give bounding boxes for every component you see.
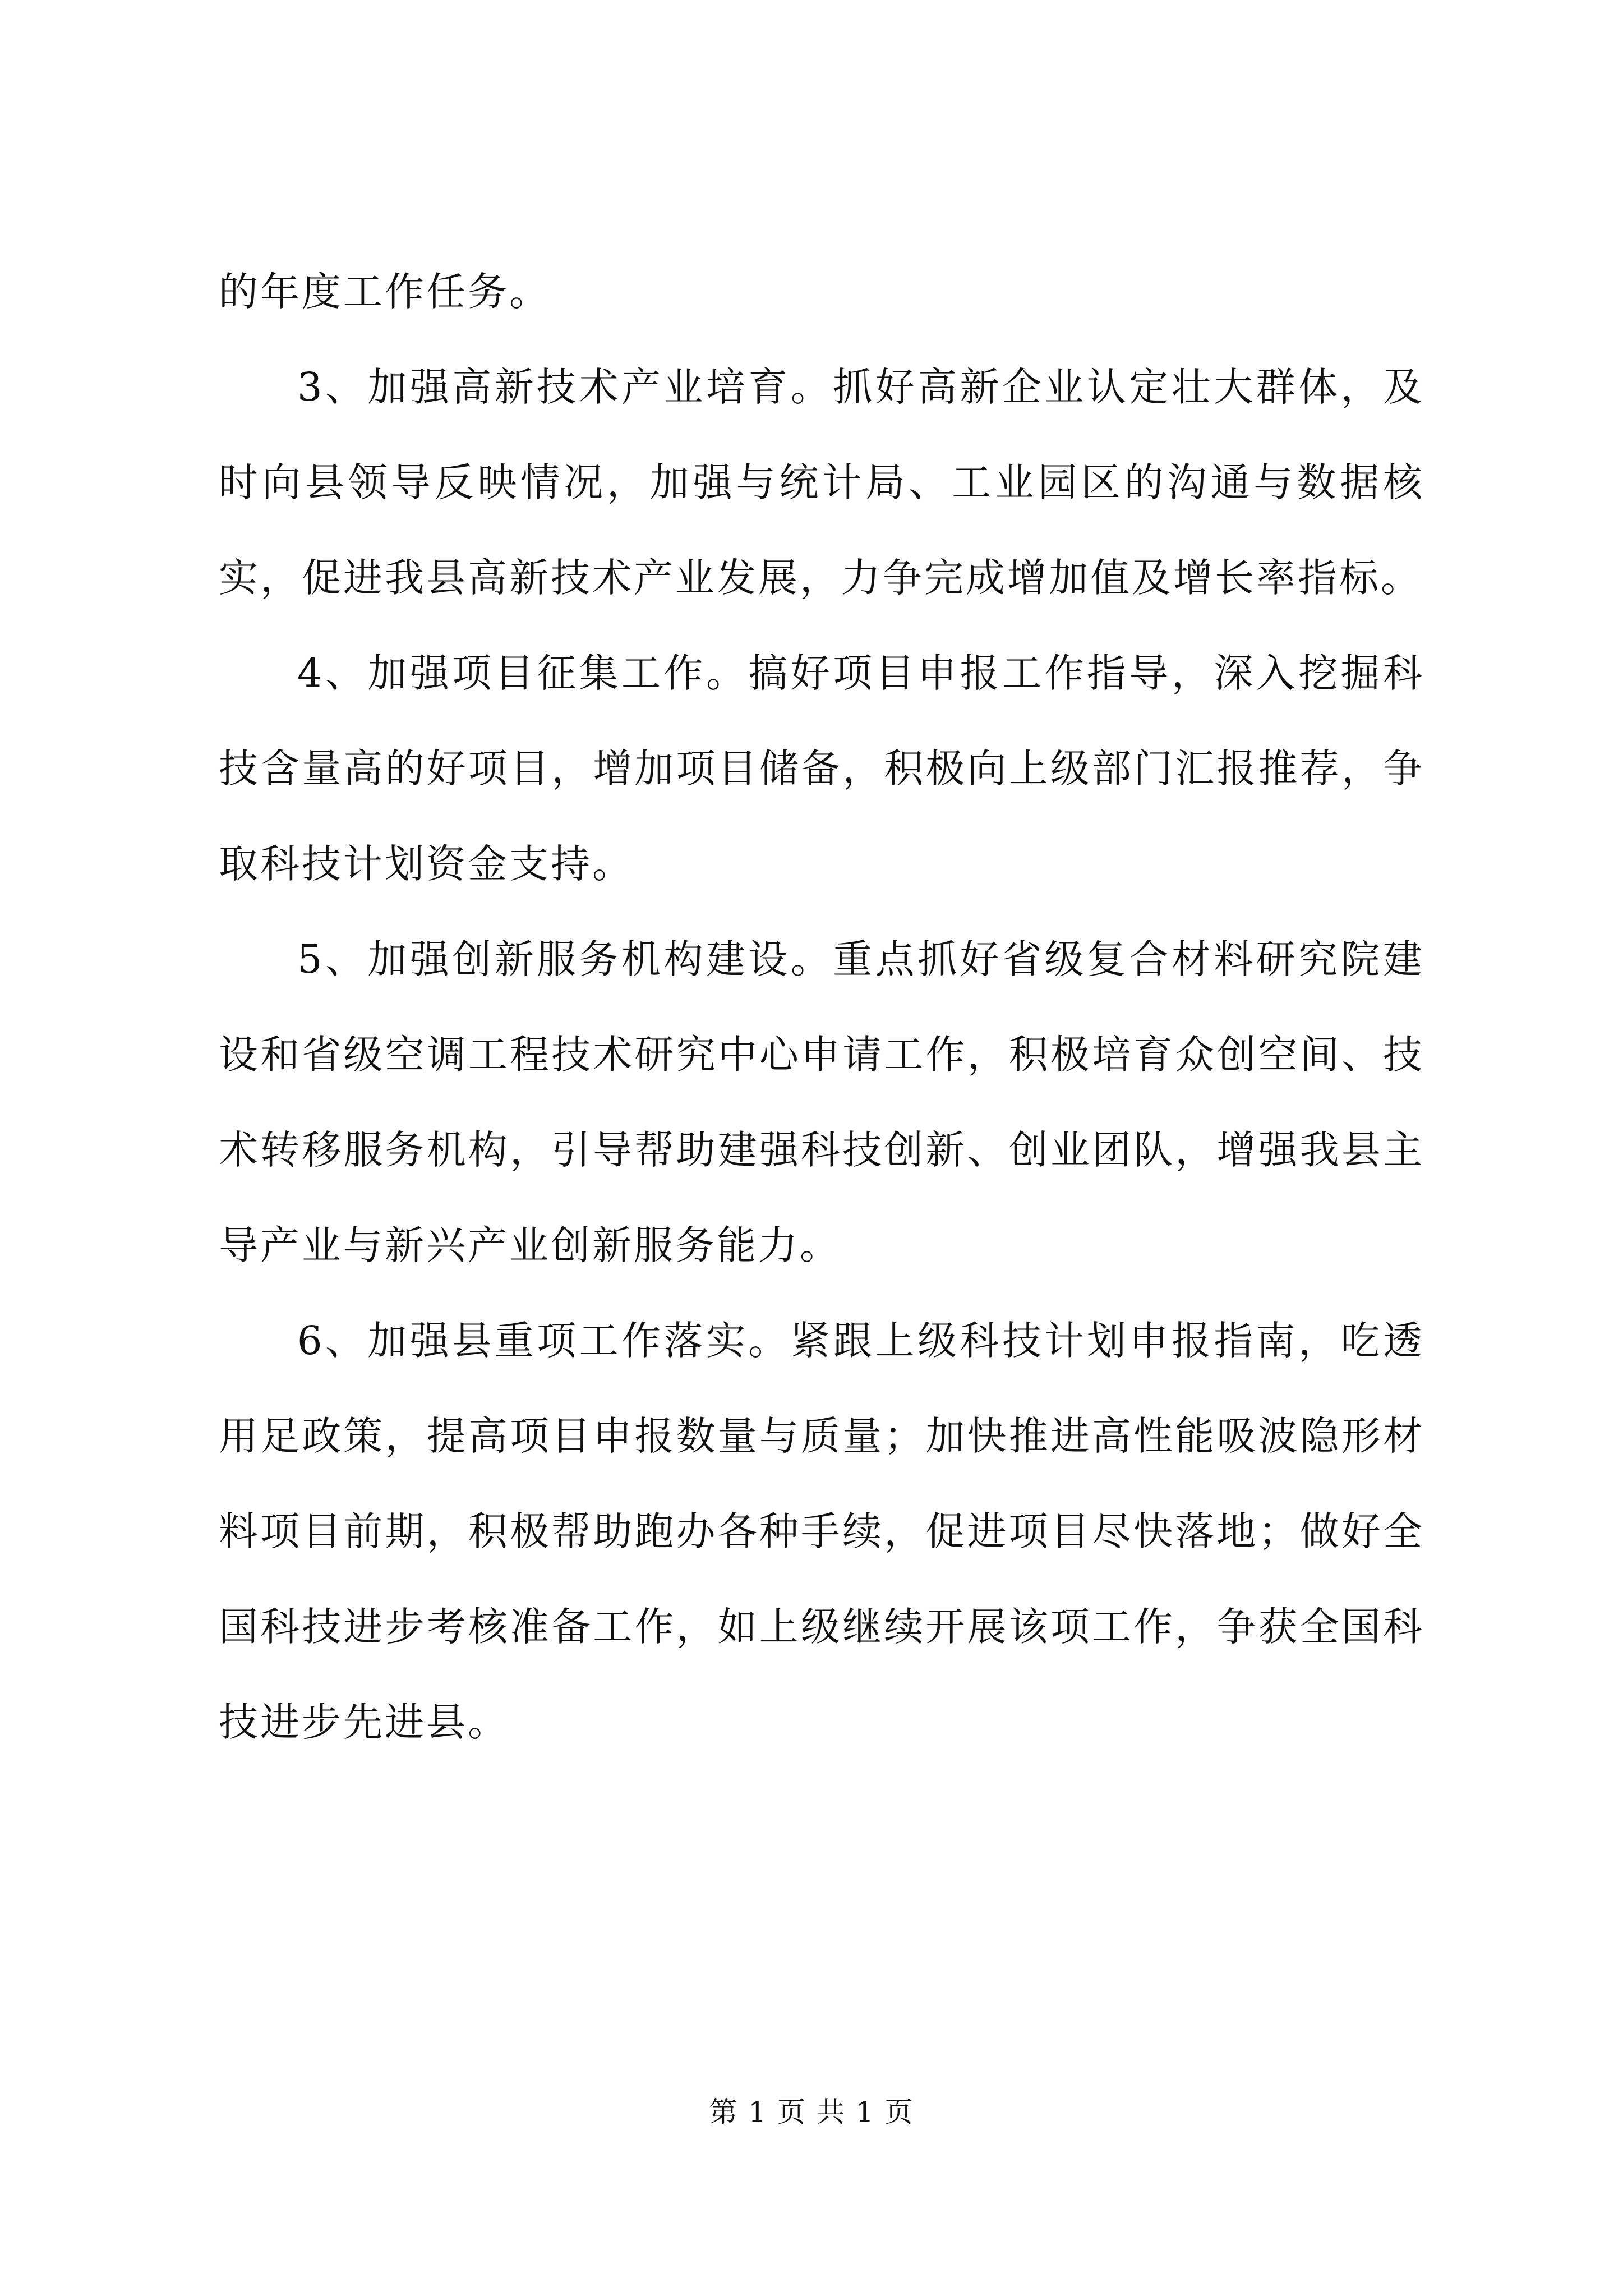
paragraph-item-6: 6、加强县重项工作落实。紧跟上级科技计划申报指南，吃透用足政策，提高项目申报数量与质量；加快推进高性能吸波隐形材料项目前期，积极帮助跑办各种手续，促进项目尽快落地；做好全国科技进步考核准备工作，如上级继续开展该项工作，争获全国科技进步先进县。 <box>219 1318 1424 1745</box>
paragraph-item-4: 4、加强项目征集工作。搞好项目申报工作指导，深入挖掘科技含量高的好项目，增加项目储备，积极向上级部门汇报推荐，争取科技计划资金支持。 <box>219 650 1424 887</box>
paragraph-item-3: 3、加强高新技术产业培育。抓好高新企业认定壮大群体，及时向县领导反映情况，加强与统计局、工业园区的沟通与数据核实，促进我县高新技术产业发展，力争完成增加值及增长率指标。 <box>219 364 1424 601</box>
paragraph-item-5: 5、加强创新服务机构建设。重点抓好省级复合材料研究院建设和省级空调工程技术研究中心申请工作，积极培育众创空间、技术转移服务机构，引导帮助建强科技创新、创业团队，增强我县主导产业与新兴产业创新服务能力。 <box>219 936 1424 1268</box>
document-body <box>219 244 1424 1770</box>
paragraph-continuation: 的年度工作任务。 <box>219 269 551 315</box>
page-footer: 第 1 页 共 1 页 <box>709 2096 914 2128</box>
